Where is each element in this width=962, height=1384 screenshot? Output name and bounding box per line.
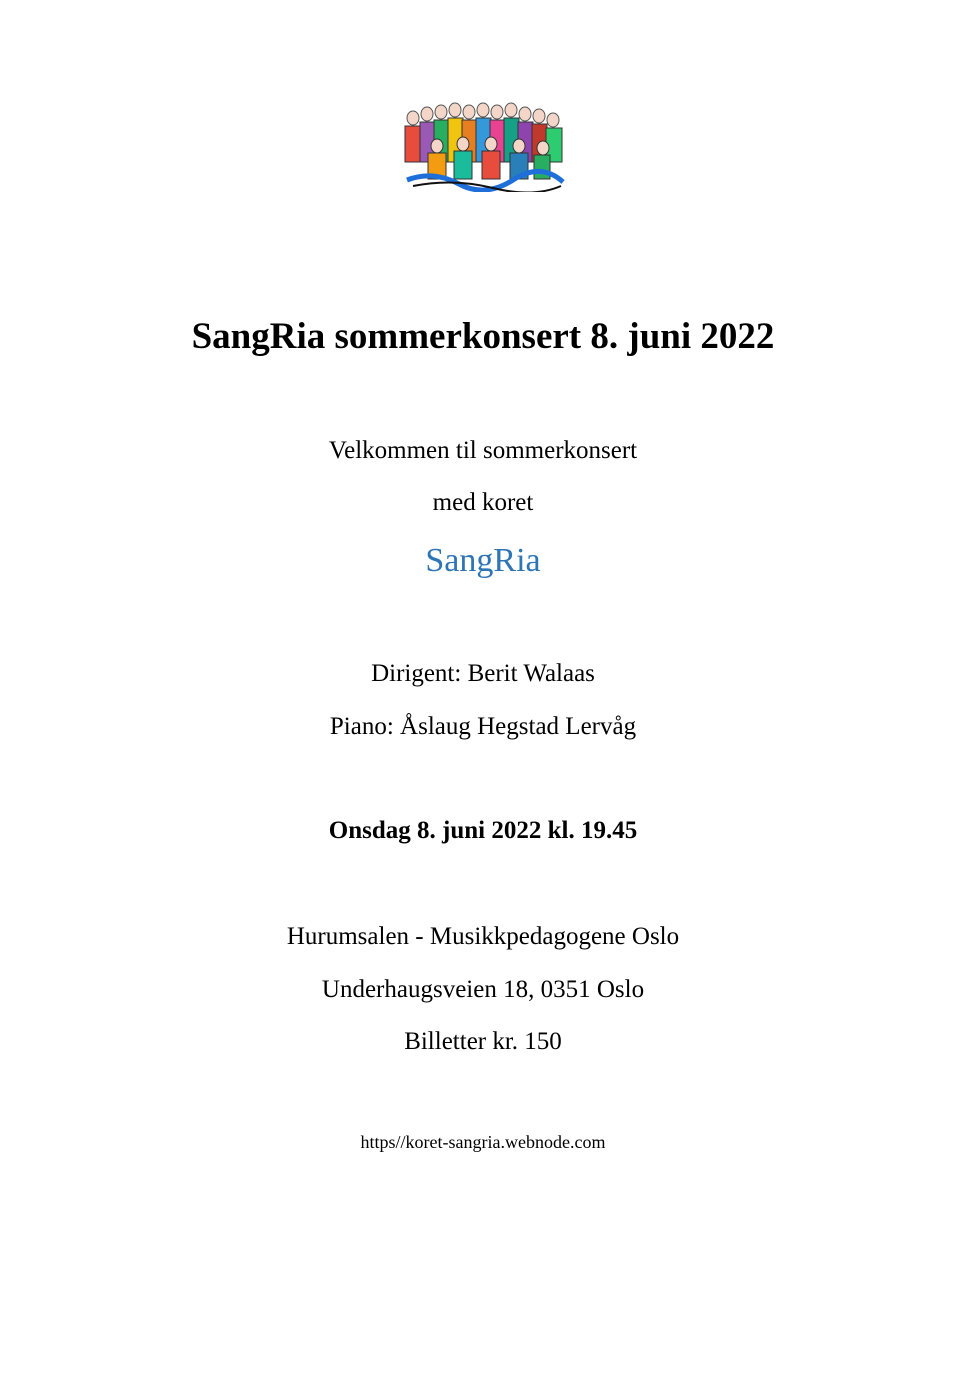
concert-date: Onsdag 8. juni 2022 kl. 19.45 — [328, 817, 638, 844]
choir-singers-illustration — [393, 100, 575, 192]
conductor-text: Dirigent: Berit Walaas — [371, 660, 595, 687]
page-title: SangRia sommerkonsert 8. juni 2022 — [191, 316, 775, 357]
with-choir-text: med koret — [432, 489, 534, 516]
website-link[interactable]: https//koret-sangria.webnode.com — [360, 1132, 606, 1152]
welcome-text: Velkommen til sommerkonsert — [328, 437, 638, 464]
ticket-price: Billetter kr. 150 — [404, 1028, 562, 1055]
venue-text: Hurumsalen - Musikkpedagogene Oslo — [286, 923, 680, 950]
piano-text: Piano: Åslaug Hegstad Lervåg — [329, 713, 637, 740]
choir-name: SangRia — [425, 542, 541, 579]
address-text: Underhaugsveien 18, 0351 Oslo — [321, 976, 645, 1003]
